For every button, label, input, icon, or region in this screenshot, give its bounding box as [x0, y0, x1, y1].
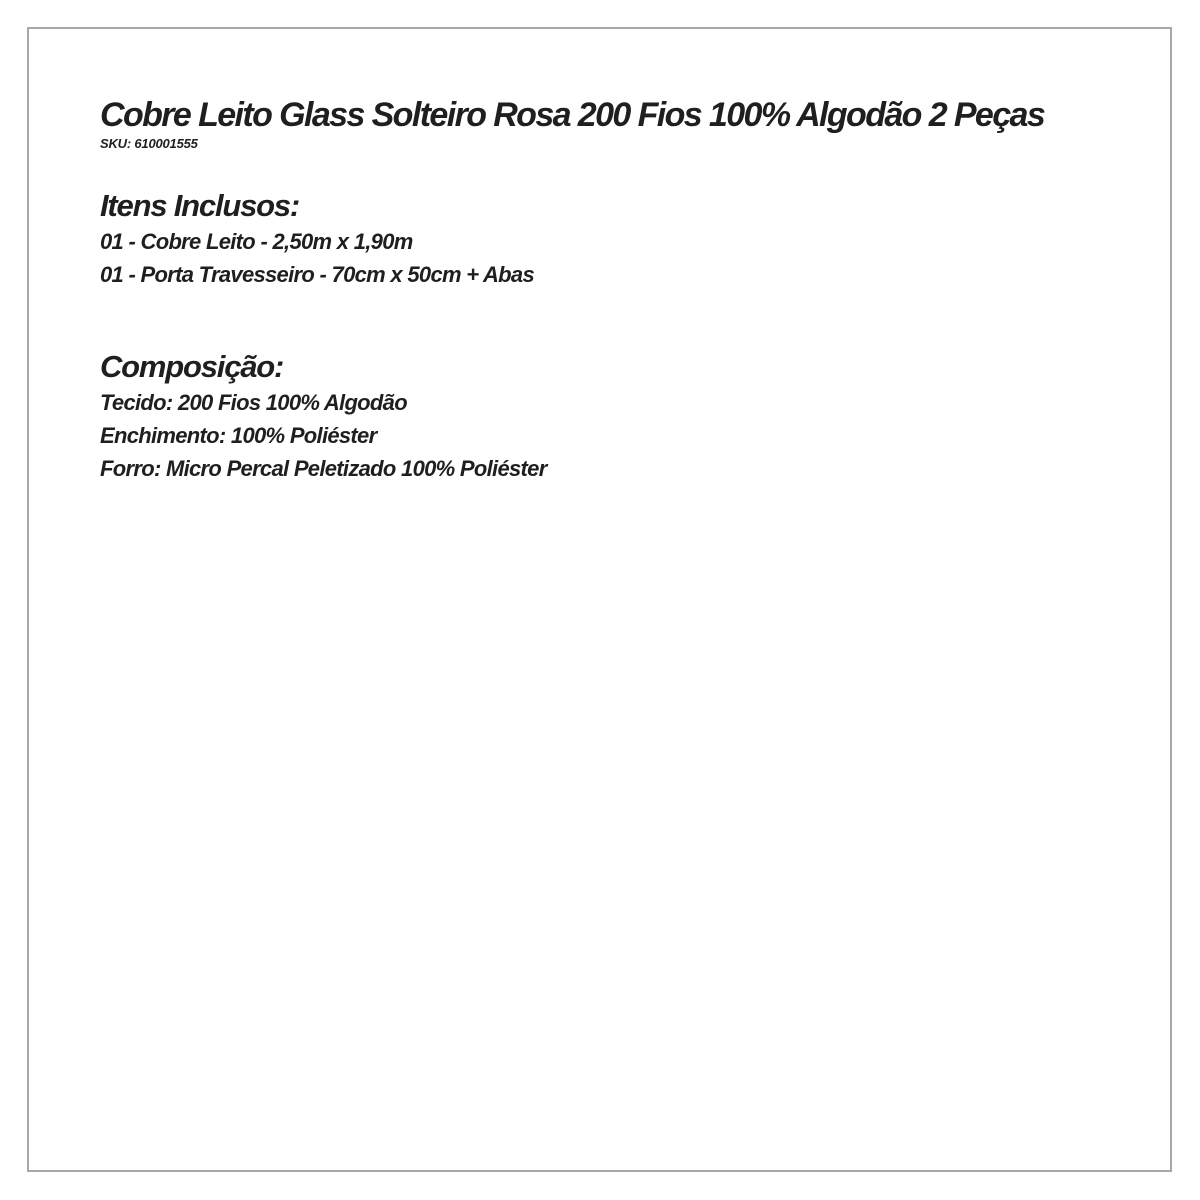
included-item: 01 - Porta Travesseiro - 70cm x 50cm + Abas	[100, 262, 534, 287]
composition-line: Enchimento: 100% Poliéster	[100, 423, 377, 448]
included-item: 01 - Cobre Leito - 2,50m x 1,90m	[100, 229, 413, 254]
composition-line: Tecido: 200 Fios 100% Algodão	[100, 390, 407, 415]
composition-heading: Composição:	[100, 349, 284, 384]
included-items-section	[100, 187, 1170, 291]
composition-line: Forro: Micro Percal Peletizado 100% Poliéster	[100, 456, 547, 481]
product-title: Cobre Leito Glass Solteiro Rosa 200 Fios 100% Algodão 2 Peças	[100, 96, 1045, 134]
product-description	[100, 94, 1170, 485]
product-sku: SKU: 610001555	[100, 136, 198, 151]
included-items-heading: Itens Inclusos:	[100, 188, 300, 223]
composition-section	[100, 348, 1170, 485]
